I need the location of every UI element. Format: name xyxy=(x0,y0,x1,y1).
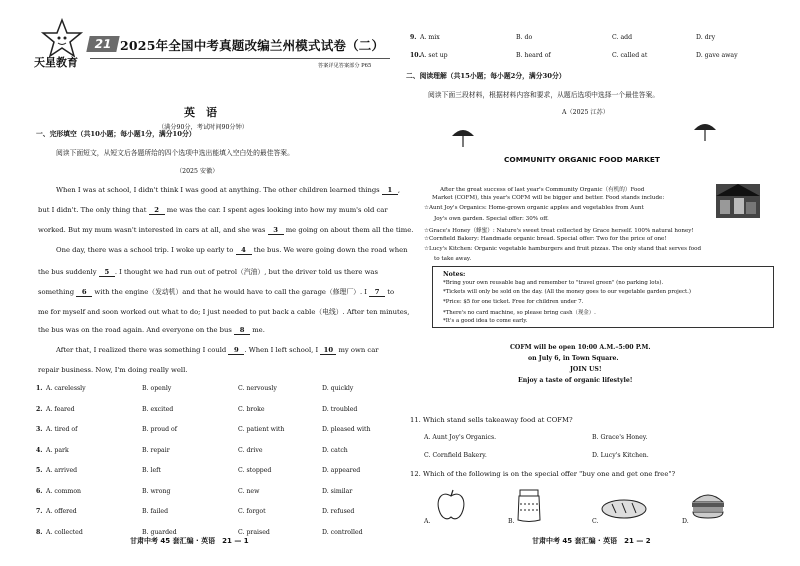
option-choice: A. park xyxy=(46,446,69,454)
note-item: *Bring your own reusable bag and remember to "travel green" (no parking lots). xyxy=(443,280,664,286)
option-choice: C. patient with xyxy=(238,426,285,433)
option-number: 2. xyxy=(36,405,43,413)
option-choice: B. repair xyxy=(142,446,170,454)
option-choice: B. heard of xyxy=(516,52,551,59)
option-choice: A. feared xyxy=(46,405,75,413)
page-footer: 甘肃中考 45 套汇编 · 英语 21 — 1 xyxy=(130,537,249,545)
option-choice: B. openly xyxy=(142,385,172,392)
ad-line: ☆Cornfield Bakery: Handmade organic bread. Special offer: Two for the price of one! xyxy=(424,236,667,242)
option-number: 3. xyxy=(36,426,43,433)
passage-text: me going on about them all the time. xyxy=(283,226,414,234)
ad-line: Market (COFM), this year's COFM will be bigger and better. Food stands include: xyxy=(432,195,665,202)
option-choice: D. catch xyxy=(322,446,348,454)
option-choice: B. wrong xyxy=(142,487,171,495)
option-choice: D. refused xyxy=(322,508,355,515)
passage-text: , xyxy=(397,186,400,194)
option-choice: C. stopped xyxy=(238,467,272,474)
q11-option-a: A. Aunt Joy's Organics. xyxy=(424,434,497,441)
ad-title: COMMUNITY ORGANIC FOOD MARKET xyxy=(504,155,660,164)
blank-number: 8 xyxy=(234,326,250,335)
passage-text: One day, there was a school trip. I woke up early to xyxy=(56,246,236,254)
blank-number: 9 xyxy=(228,346,244,355)
option-choice: B. failed xyxy=(142,508,169,515)
passage-source: （2025 安徽） xyxy=(176,168,219,175)
answer-ref: 答案详见答案部分 P65 xyxy=(318,63,372,69)
option-choice: B. guarded xyxy=(142,528,177,536)
option-choice: D. controlled xyxy=(322,528,363,536)
option-choice: A. set up xyxy=(420,52,448,59)
note-item: *Tickets will only be sold on the day. (All the money goes to our vegetable garden project.) xyxy=(443,289,691,296)
honey-jar-icon xyxy=(516,488,542,524)
option-choice: D. troubled xyxy=(322,405,358,413)
option-choice: C. praised xyxy=(238,528,270,536)
notes-box xyxy=(432,266,774,328)
passage-text: the bus was on the road again. And everyone on the bus xyxy=(38,326,235,334)
notes-title: Notes: xyxy=(443,271,466,278)
blank-number: 4 xyxy=(236,246,252,255)
passage-line xyxy=(56,246,408,255)
option-choice: A. carelessly xyxy=(46,385,86,392)
option-choice: C. drive xyxy=(238,446,263,454)
logo-text: 天星教育 xyxy=(34,56,78,69)
ad-line: ☆Grace's Honey（蜂蜜）: Nature's sweet treat collected by Grace herself. 100% natural honey! xyxy=(424,227,694,234)
option-choice: C. called at xyxy=(612,52,648,59)
option-choice: A. collected xyxy=(46,528,83,536)
option-number: 10. xyxy=(410,52,421,59)
passage-text: When I was at school, I didn't think I was good at anything. The other children learned things xyxy=(56,186,382,194)
question-12: 12. Which of the following is on the special offer "buy one and get one free"? xyxy=(410,470,676,478)
option-choice: B. left xyxy=(142,467,161,474)
ad-line: Joy's own garden. Special offer: 30% off. xyxy=(434,215,549,222)
q12-option-d: D. xyxy=(682,518,689,525)
bread-icon xyxy=(600,496,648,520)
exam-info: （满分90分，考试时间90分钟） xyxy=(158,124,248,131)
note-item: *Price: $5 for one ticket. Free for children under 7. xyxy=(443,298,584,305)
passage-text: . When I left school, I xyxy=(244,346,321,354)
blank-number: 5 xyxy=(99,268,115,277)
option-choice: C. add xyxy=(612,34,633,41)
option-choice: D. quickly xyxy=(322,385,354,392)
unit-number: 21 xyxy=(86,36,119,52)
passage-text: . I thought we had run out of petrol（汽油）, but the driver told us there was xyxy=(114,268,378,276)
ad-line: ☆Aunt Joy's Organics: Home-grown organic apples and vegetables from Aunt xyxy=(424,205,644,212)
hamburger-icon xyxy=(690,490,726,520)
option-choice: C. new xyxy=(238,487,260,495)
blank-number: 2 xyxy=(149,206,165,215)
passage-line xyxy=(38,226,413,235)
option-choice: A. offered xyxy=(46,508,77,515)
passage-line xyxy=(38,306,409,316)
subject-heading: 英 语 xyxy=(184,106,217,119)
option-choice: D. similar xyxy=(322,487,353,495)
event-line: Enjoy a taste of organic lifestyle! xyxy=(518,377,633,384)
option-choice: B. excited xyxy=(142,405,174,413)
ad-line: to take away. xyxy=(434,256,472,263)
ad-line: ☆Lucy's Kitchen: Organic vegetable hamburgers and fruit pizzas. The only stand that serves food xyxy=(424,246,702,253)
passage-text: me was the car. I spent ages looking into how my mum's old car xyxy=(164,206,388,214)
q12-option-c: C. xyxy=(592,518,599,525)
blank-number: 6 xyxy=(76,288,92,297)
note-item: *It's a good idea to come early. xyxy=(443,317,528,324)
passage-line xyxy=(38,266,378,277)
passage-line xyxy=(38,286,394,297)
market-umbrella-icon xyxy=(450,126,476,148)
option-number: 6. xyxy=(36,487,43,495)
section2-instructions: 阅读下面三段材料，根据材料内容和要求，从题后选项中选择一个最佳答案。 xyxy=(428,91,660,99)
passage-text: worked. But my mum wasn't interested in cars at all, and she was xyxy=(38,226,268,234)
page-footer-right: 甘肃中考 45 套汇编 · 英语 21 — 2 xyxy=(532,537,651,545)
passage-text: but I didn't. The only thing that xyxy=(38,206,149,214)
passage-text: After that, I realized there was something I could xyxy=(56,346,229,354)
option-choice: C. forgot xyxy=(238,508,266,515)
option-choice: A. tired of xyxy=(46,426,78,433)
apple-icon xyxy=(436,488,466,522)
option-choice: B. do xyxy=(516,34,533,41)
passage-a-label: A（2025 江苏） xyxy=(562,109,609,116)
section1-title: 一、完形填空（共10小题；每小题1分，满分10分） xyxy=(36,130,196,138)
event-line: JOIN US! xyxy=(570,366,602,373)
blank-number: 10 xyxy=(320,346,336,355)
market-umbrella-icon-right xyxy=(692,120,718,142)
header-rule xyxy=(90,58,390,59)
option-choice: D. dry xyxy=(696,34,716,41)
section2-title: 二、阅读理解（共15小题；每小题2分，满分30分） xyxy=(406,72,566,80)
option-choice: D. pleased with xyxy=(322,426,371,433)
section1-instructions: 阅读下面短文，从短文后各题所给的四个选项中选出能填入空白处的最佳答案。 xyxy=(56,149,294,157)
passage-line xyxy=(38,326,265,335)
passage-text: me. xyxy=(250,326,265,334)
option-choice: C. broke xyxy=(238,405,265,413)
passage-text: with the engine（发动机）and that he would have to call the garage（修理厂）. I xyxy=(92,288,370,296)
option-choice: B. proud of xyxy=(142,426,178,433)
option-choice: A. common xyxy=(46,487,82,495)
q12-option-a: A. xyxy=(424,518,431,525)
q12-option-b: B. xyxy=(508,518,515,525)
passage-text: the bus. We were going down the road when xyxy=(251,246,408,254)
option-number: 8. xyxy=(36,528,43,536)
option-number: 5. xyxy=(36,467,43,474)
passage-line xyxy=(56,186,400,195)
passage-text: something xyxy=(38,288,77,296)
event-line: COFM will be open 10:00 A.M.–5:00 P.M. xyxy=(510,344,651,351)
option-number: 9. xyxy=(410,34,417,41)
option-choice: D. gave away xyxy=(696,52,738,59)
passage-text: the bus suddenly xyxy=(38,268,99,276)
option-number: 4. xyxy=(36,446,43,454)
option-choice: A. mix xyxy=(420,34,440,41)
option-choice: D. appeared xyxy=(322,467,361,474)
right-page xyxy=(397,0,800,566)
blank-number: 1 xyxy=(382,186,398,195)
note-item: *There's no card machine, so please bring cash（现金）. xyxy=(443,310,596,317)
option-number: 7. xyxy=(36,508,43,515)
market-stall-image xyxy=(716,184,760,218)
page-title: 2025年全国中考真题改编兰州模式试卷（二） xyxy=(120,38,385,53)
passage-text: to xyxy=(385,288,395,296)
passage-text: me for myself and soon worked out what to do; I just needed to put back a cable（电线）. After ten minutes, xyxy=(38,308,410,316)
option-number: 1. xyxy=(36,385,43,392)
q11-option-c: C. Cornfield Bakery. xyxy=(424,452,487,459)
passage-text: my own car xyxy=(336,346,379,354)
option-choice: A. arrived xyxy=(46,467,78,474)
passage-text: repair business. Now, I'm doing really well. xyxy=(38,366,188,374)
option-choice: C. nervously xyxy=(238,385,277,392)
q11-option-b: B. Grace's Honey. xyxy=(592,434,648,441)
q11-option-d: D. Lucy's Kitchen. xyxy=(592,452,649,459)
passage-line xyxy=(38,366,187,374)
event-line: on July 6, in Town Square. xyxy=(528,355,619,362)
ad-line: After the great success of last year's Community Organic（有机的）Food xyxy=(440,187,645,193)
passage-line xyxy=(56,346,379,355)
passage-line xyxy=(38,206,388,215)
question-11: 11. Which stand sells takeaway food at COFM? xyxy=(410,416,573,424)
blank-number: 7 xyxy=(369,288,385,297)
blank-number: 3 xyxy=(268,226,284,235)
